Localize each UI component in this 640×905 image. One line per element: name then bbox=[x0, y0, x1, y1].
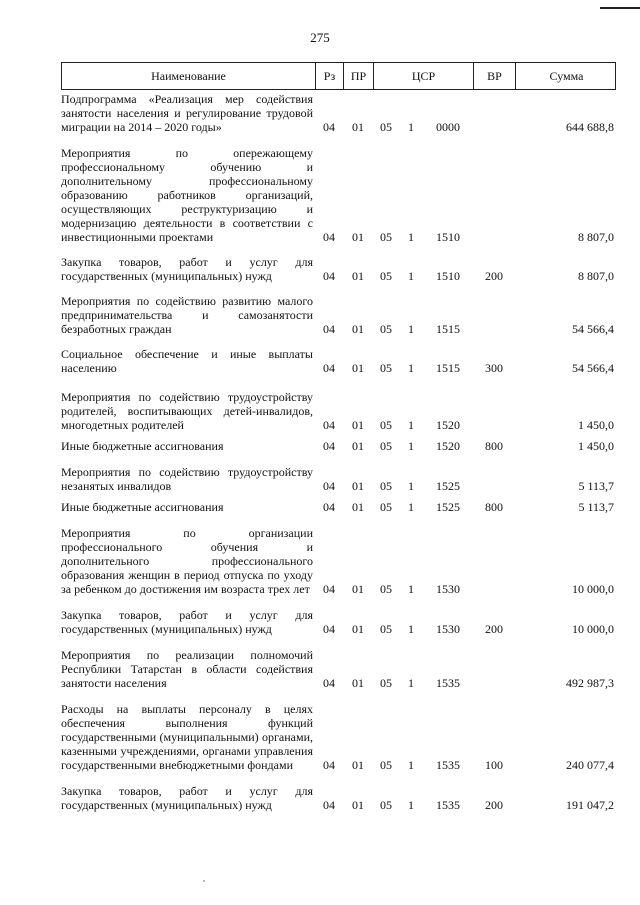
cell-c1: 05 bbox=[380, 269, 392, 283]
table-header bbox=[61, 62, 616, 90]
cell-c3: 1515 bbox=[436, 361, 460, 375]
cell-c2: 1 bbox=[408, 439, 414, 453]
scan-speck bbox=[203, 880, 205, 882]
cell-name: Расходы на выплаты персоналу в целях обеспечения выполнения функций государственными (муниципальными) органами, казенными учреждениями, органами управления государственными внебюджетными фондами bbox=[61, 702, 313, 772]
cell-c2: 1 bbox=[408, 120, 414, 134]
cell-c3: 1510 bbox=[436, 269, 460, 283]
cell-pr: 01 bbox=[352, 120, 364, 134]
cell-rz: 04 bbox=[323, 439, 335, 453]
cell-pr: 01 bbox=[352, 582, 364, 596]
table-row bbox=[61, 498, 616, 514]
cell-vr: 300 bbox=[485, 361, 503, 375]
cell-pr: 01 bbox=[352, 676, 364, 690]
table-row bbox=[61, 292, 616, 336]
table-row bbox=[61, 524, 616, 596]
cell-name: Закупка товаров, работ и услуг для государственных (муниципальных) нужд bbox=[61, 608, 313, 636]
cell-sum: 54 566,4 bbox=[572, 322, 614, 336]
cell-sum: 5 113,7 bbox=[578, 479, 614, 493]
table-row bbox=[61, 782, 616, 812]
cell-sum: 1 450,0 bbox=[578, 418, 614, 432]
cell-c3: 1510 bbox=[436, 230, 460, 244]
cell-c2: 1 bbox=[408, 269, 414, 283]
table-row bbox=[61, 388, 616, 432]
cell-c3: 1520 bbox=[436, 439, 460, 453]
cell-c1: 05 bbox=[380, 120, 392, 134]
header-name: Наименование bbox=[62, 63, 316, 89]
cell-sum: 10 000,0 bbox=[572, 582, 614, 596]
table-row bbox=[61, 700, 616, 772]
cell-sum: 1 450,0 bbox=[578, 439, 614, 453]
cell-c1: 05 bbox=[380, 582, 392, 596]
cell-c2: 1 bbox=[408, 758, 414, 772]
cell-c3: 1530 bbox=[436, 622, 460, 636]
cell-name: Мероприятия по опережающему профессиональному обучению и дополнительному профессиональному образованию работников организаций, осуществляющих реструктуризацию и модернизацию деятельности в соответствии с инвестиционными проектами bbox=[61, 146, 313, 244]
page-number: 275 bbox=[310, 30, 330, 45]
cell-rz: 04 bbox=[323, 120, 335, 134]
cell-vr: 200 bbox=[485, 622, 503, 636]
cell-c2: 1 bbox=[408, 230, 414, 244]
budget-table bbox=[61, 62, 616, 812]
cell-pr: 01 bbox=[352, 622, 364, 636]
cell-rz: 04 bbox=[323, 361, 335, 375]
cell-c2: 1 bbox=[408, 418, 414, 432]
cell-c2: 1 bbox=[408, 798, 414, 812]
header-csr: ЦСР bbox=[374, 63, 474, 89]
cell-name: Социальное обеспечение и иные выплаты населению bbox=[61, 347, 313, 375]
cell-vr: 800 bbox=[485, 500, 503, 514]
cell-c1: 05 bbox=[380, 622, 392, 636]
cell-name: Закупка товаров, работ и услуг для государственных (муниципальных) нужд bbox=[61, 255, 313, 283]
cell-rz: 04 bbox=[323, 758, 335, 772]
cell-rz: 04 bbox=[323, 418, 335, 432]
table-row bbox=[61, 437, 616, 453]
table-row bbox=[61, 646, 616, 690]
cell-c1: 05 bbox=[380, 230, 392, 244]
cell-sum: 492 987,3 bbox=[566, 676, 614, 690]
cell-name: Иные бюджетные ассигнования bbox=[61, 500, 224, 514]
cell-vr: 200 bbox=[485, 798, 503, 812]
cell-name: Подпрограмма «Реализация мер содействия занятости населения и регулирование трудовой миграции на 2014 – 2020 годы» bbox=[61, 92, 313, 134]
cell-c3: 1530 bbox=[436, 582, 460, 596]
cell-c1: 05 bbox=[380, 439, 392, 453]
cell-c3: 1535 bbox=[436, 758, 460, 772]
cell-pr: 01 bbox=[352, 418, 364, 432]
cell-c2: 1 bbox=[408, 322, 414, 336]
cell-pr: 01 bbox=[352, 479, 364, 493]
cell-name: Закупка товаров, работ и услуг для государственных (муниципальных) нужд bbox=[61, 784, 313, 812]
cell-name: Мероприятия по организации профессионального обучения и дополнительного профессионального образования женщин в период отпуска по уходу за ребенком до достижения им возраста трех лет bbox=[61, 526, 313, 596]
cell-c1: 05 bbox=[380, 676, 392, 690]
table-row bbox=[61, 144, 616, 244]
cell-c3: 0000 bbox=[436, 120, 460, 134]
cell-name: Иные бюджетные ассигнования bbox=[61, 439, 224, 453]
cell-c1: 05 bbox=[380, 758, 392, 772]
cell-sum: 5 113,7 bbox=[578, 500, 614, 514]
cell-sum: 10 000,0 bbox=[572, 622, 614, 636]
cell-rz: 04 bbox=[323, 269, 335, 283]
cell-c3: 1515 bbox=[436, 322, 460, 336]
header-sum: Сумма bbox=[549, 68, 584, 83]
cell-c2: 1 bbox=[408, 622, 414, 636]
cell-name: Мероприятия по реализации полномочий Республики Татарстан в области содействия занятости населения bbox=[61, 648, 313, 690]
cell-rz: 04 bbox=[323, 676, 335, 690]
header-vr: ВР bbox=[474, 63, 516, 89]
cell-c2: 1 bbox=[408, 582, 414, 596]
cell-c3: 1520 bbox=[436, 418, 460, 432]
cell-sum: 240 077,4 bbox=[566, 758, 614, 772]
cell-rz: 04 bbox=[323, 582, 335, 596]
cell-c2: 1 bbox=[408, 361, 414, 375]
cell-c1: 05 bbox=[380, 479, 392, 493]
cell-pr: 01 bbox=[352, 269, 364, 283]
cell-sum: 8 807,0 bbox=[578, 230, 614, 244]
table-row bbox=[61, 253, 616, 283]
cell-pr: 01 bbox=[352, 798, 364, 812]
cell-vr: 100 bbox=[485, 758, 503, 772]
cell-pr: 01 bbox=[352, 500, 364, 514]
cell-pr: 01 bbox=[352, 758, 364, 772]
cell-sum: 54 566,4 bbox=[572, 361, 614, 375]
cell-c3: 1535 bbox=[436, 798, 460, 812]
cell-rz: 04 bbox=[323, 798, 335, 812]
cell-name: Мероприятия по содействию развитию малого предпринимательства и самозанятости безработных граждан bbox=[61, 294, 313, 336]
cell-c1: 05 bbox=[380, 418, 392, 432]
table-row bbox=[61, 606, 616, 636]
cell-rz: 04 bbox=[323, 230, 335, 244]
cell-rz: 04 bbox=[323, 622, 335, 636]
corner-mark bbox=[600, 0, 640, 9]
cell-c1: 05 bbox=[380, 322, 392, 336]
cell-vr: 800 bbox=[485, 439, 503, 453]
cell-pr: 01 bbox=[352, 230, 364, 244]
cell-sum: 8 807,0 bbox=[578, 269, 614, 283]
cell-name: Мероприятия по содействию трудоустройству незанятых инвалидов bbox=[61, 465, 313, 493]
cell-c1: 05 bbox=[380, 361, 392, 375]
table-row bbox=[61, 90, 616, 134]
cell-c1: 05 bbox=[380, 500, 392, 514]
cell-c2: 1 bbox=[408, 500, 414, 514]
header-pr: ПР bbox=[344, 63, 374, 89]
cell-rz: 04 bbox=[323, 500, 335, 514]
cell-vr: 200 bbox=[485, 269, 503, 283]
table-body bbox=[61, 90, 616, 812]
cell-rz: 04 bbox=[323, 322, 335, 336]
cell-c2: 1 bbox=[408, 479, 414, 493]
cell-sum: 191 047,2 bbox=[566, 798, 614, 812]
cell-rz: 04 bbox=[323, 479, 335, 493]
cell-c1: 05 bbox=[380, 798, 392, 812]
table-row bbox=[61, 345, 616, 375]
cell-c3: 1525 bbox=[436, 479, 460, 493]
cell-pr: 01 bbox=[352, 439, 364, 453]
cell-name: Мероприятия по содействию трудоустройству родителей, воспитывающих детей-инвалидов, многодетных родителей bbox=[61, 390, 313, 432]
cell-pr: 01 bbox=[352, 361, 364, 375]
cell-pr: 01 bbox=[352, 322, 364, 336]
cell-c3: 1535 bbox=[436, 676, 460, 690]
cell-sum: 644 688,8 bbox=[566, 120, 614, 134]
cell-c2: 1 bbox=[408, 676, 414, 690]
table-row bbox=[61, 463, 616, 493]
header-rz: Рз bbox=[316, 63, 344, 89]
cell-c3: 1525 bbox=[436, 500, 460, 514]
